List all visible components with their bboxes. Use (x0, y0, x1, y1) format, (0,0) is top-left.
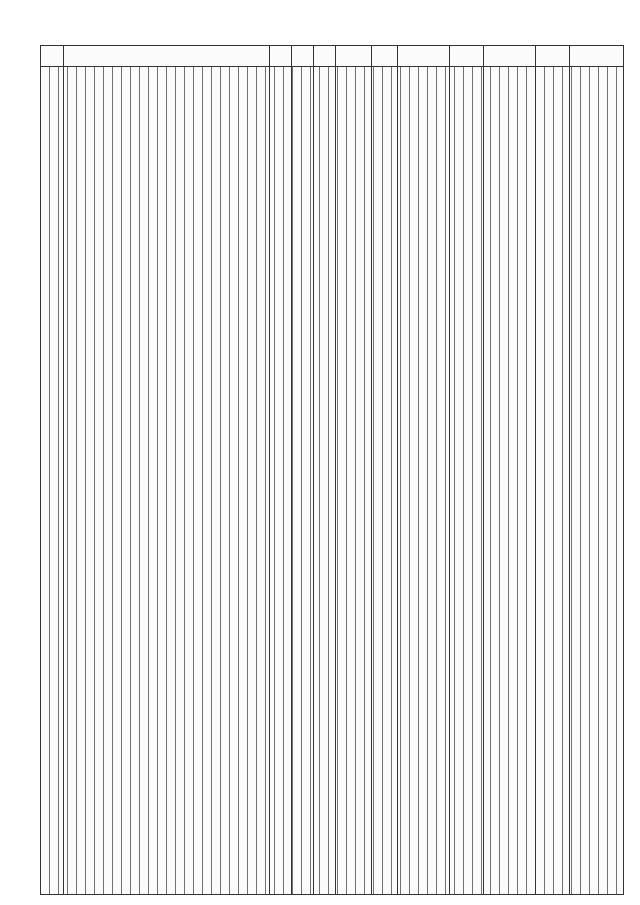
table-body (41, 66, 623, 894)
budget-table (40, 45, 624, 895)
